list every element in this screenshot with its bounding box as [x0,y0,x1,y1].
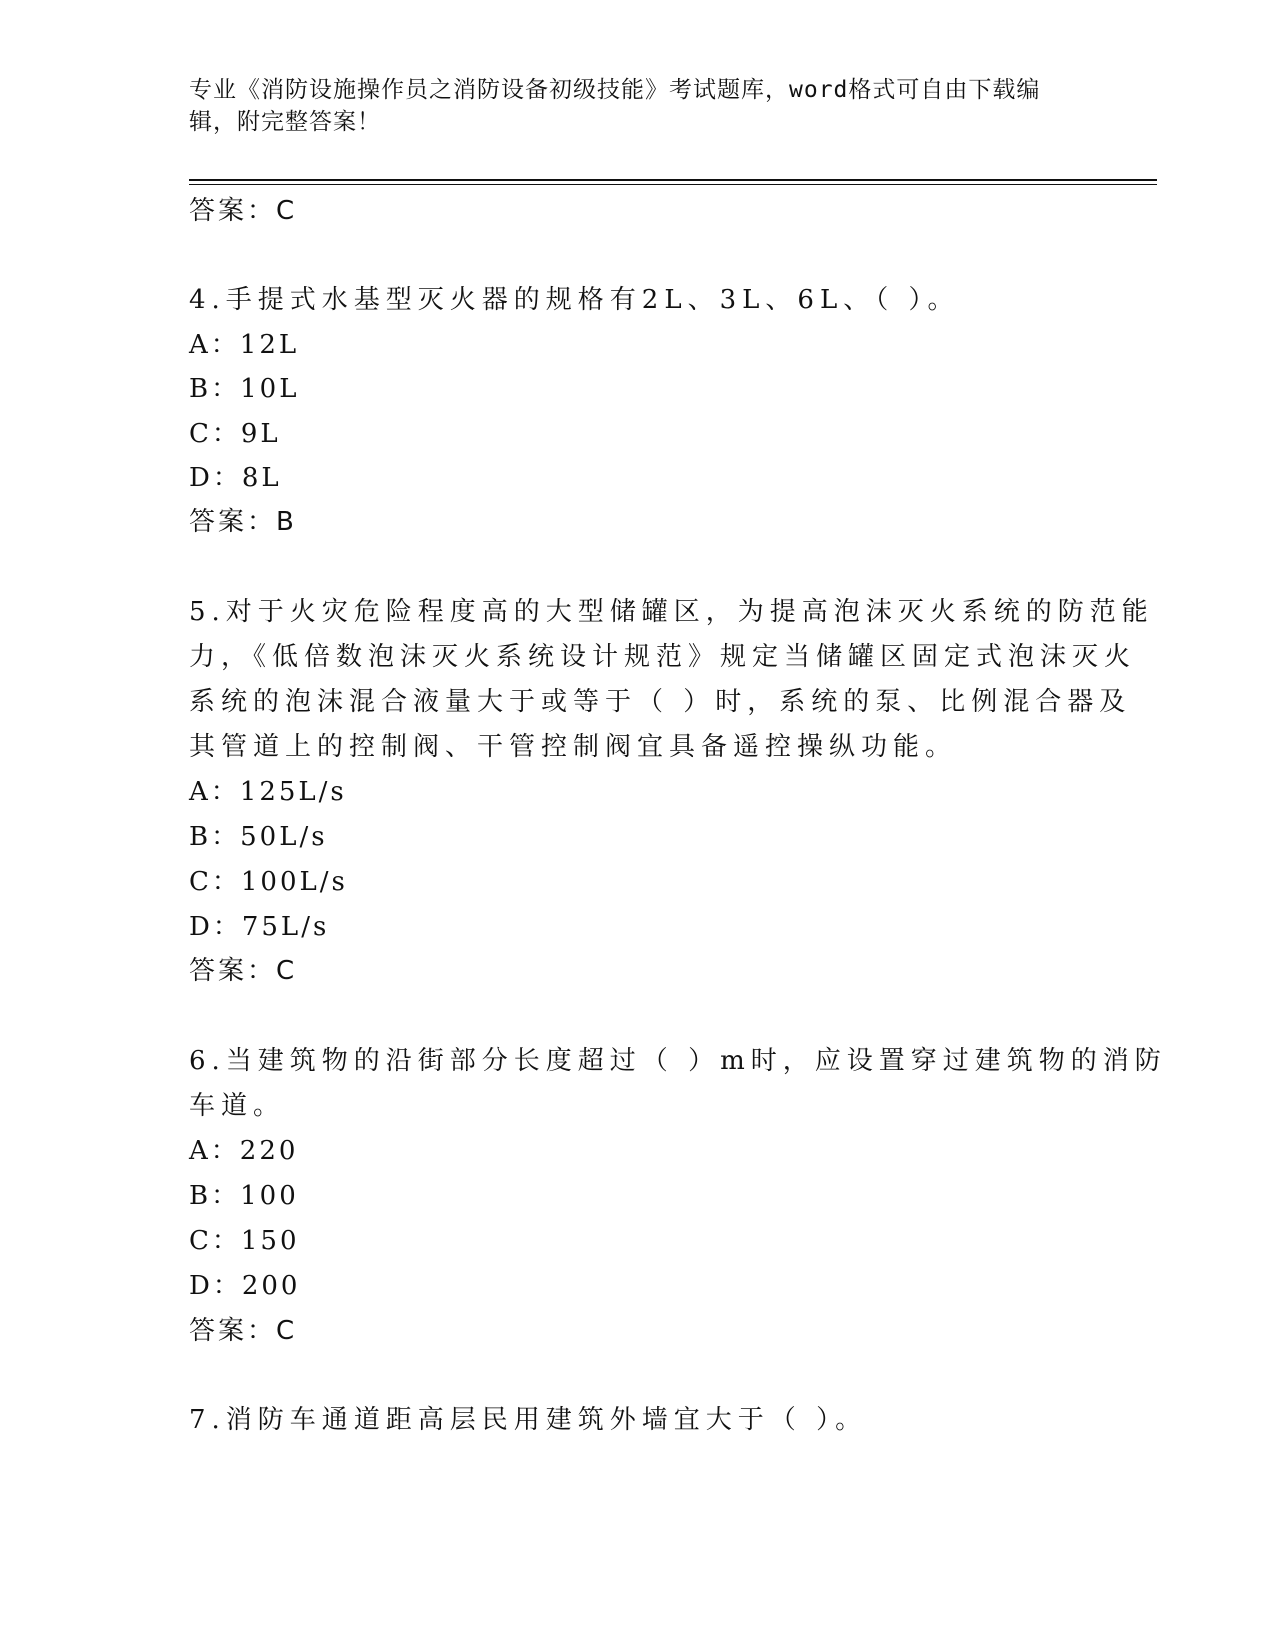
question-5-text-line-1: 5.对于火灾危险程度高的大型储罐区，为提高泡沫灭火系统的防范能 [189,597,1154,627]
question-4-option-a: A：12L [189,330,300,360]
question-6-option-a: A：220 [189,1136,299,1166]
question-5-answer: 答案：C [189,956,298,986]
question-6-answer: 答案：C [189,1316,298,1346]
question-4-text: 4.手提式水基型灭火器的规格有2L、3L、6L、（ ）。 [189,285,960,315]
question-4-option-d: D：8L [189,463,282,493]
question-5-text-line-2: 力，《低倍数泡沫灭火系统设计规范》规定当储罐区固定式泡沫灭火 [189,642,1137,672]
question-5-text-line-3: 系统的泡沫混合液量大于或等于（ ）时，系统的泵、比例混合器及 [189,687,1132,717]
header-rule-thick [189,179,1157,181]
question-7-text: 7.消防车通道距高层民用建筑外墙宜大于（ ）。 [189,1405,868,1435]
question-5-option-b: B：50L/s [189,822,328,852]
question-4-option-b: B：10L [189,374,300,404]
question-6-option-d: D：200 [189,1271,301,1301]
question-6-option-c: C：150 [189,1226,300,1256]
header-rule-thin [189,184,1157,185]
question-5-option-d: D：75L/s [189,912,330,942]
question-6-text-line-2: 车道。 [189,1091,286,1121]
question-6-option-b: B：100 [189,1181,299,1211]
header-line-1: 专业《消防设施操作员之消防设备初级技能》考试题库，word格式可自由下载编 [189,77,1041,103]
question-5-text-line-4: 其管道上的控制阀、干管控制阀宜具备遥控操纵功能。 [189,732,958,762]
document-header [189,74,1089,138]
answer-previous: 答案：C [189,196,298,226]
question-4-answer: 答案：B [189,507,297,537]
question-6-text-line-1: 6.当建筑物的沿街部分长度超过（ ）m时，应设置穿过建筑物的消防 [189,1046,1167,1076]
question-5-option-c: C：100L/s [189,867,348,897]
question-4-option-c: C：9L [189,419,281,449]
question-5-option-a: A：125L/s [189,777,347,807]
header-line-2: 辑，附完整答案！ [189,109,381,135]
